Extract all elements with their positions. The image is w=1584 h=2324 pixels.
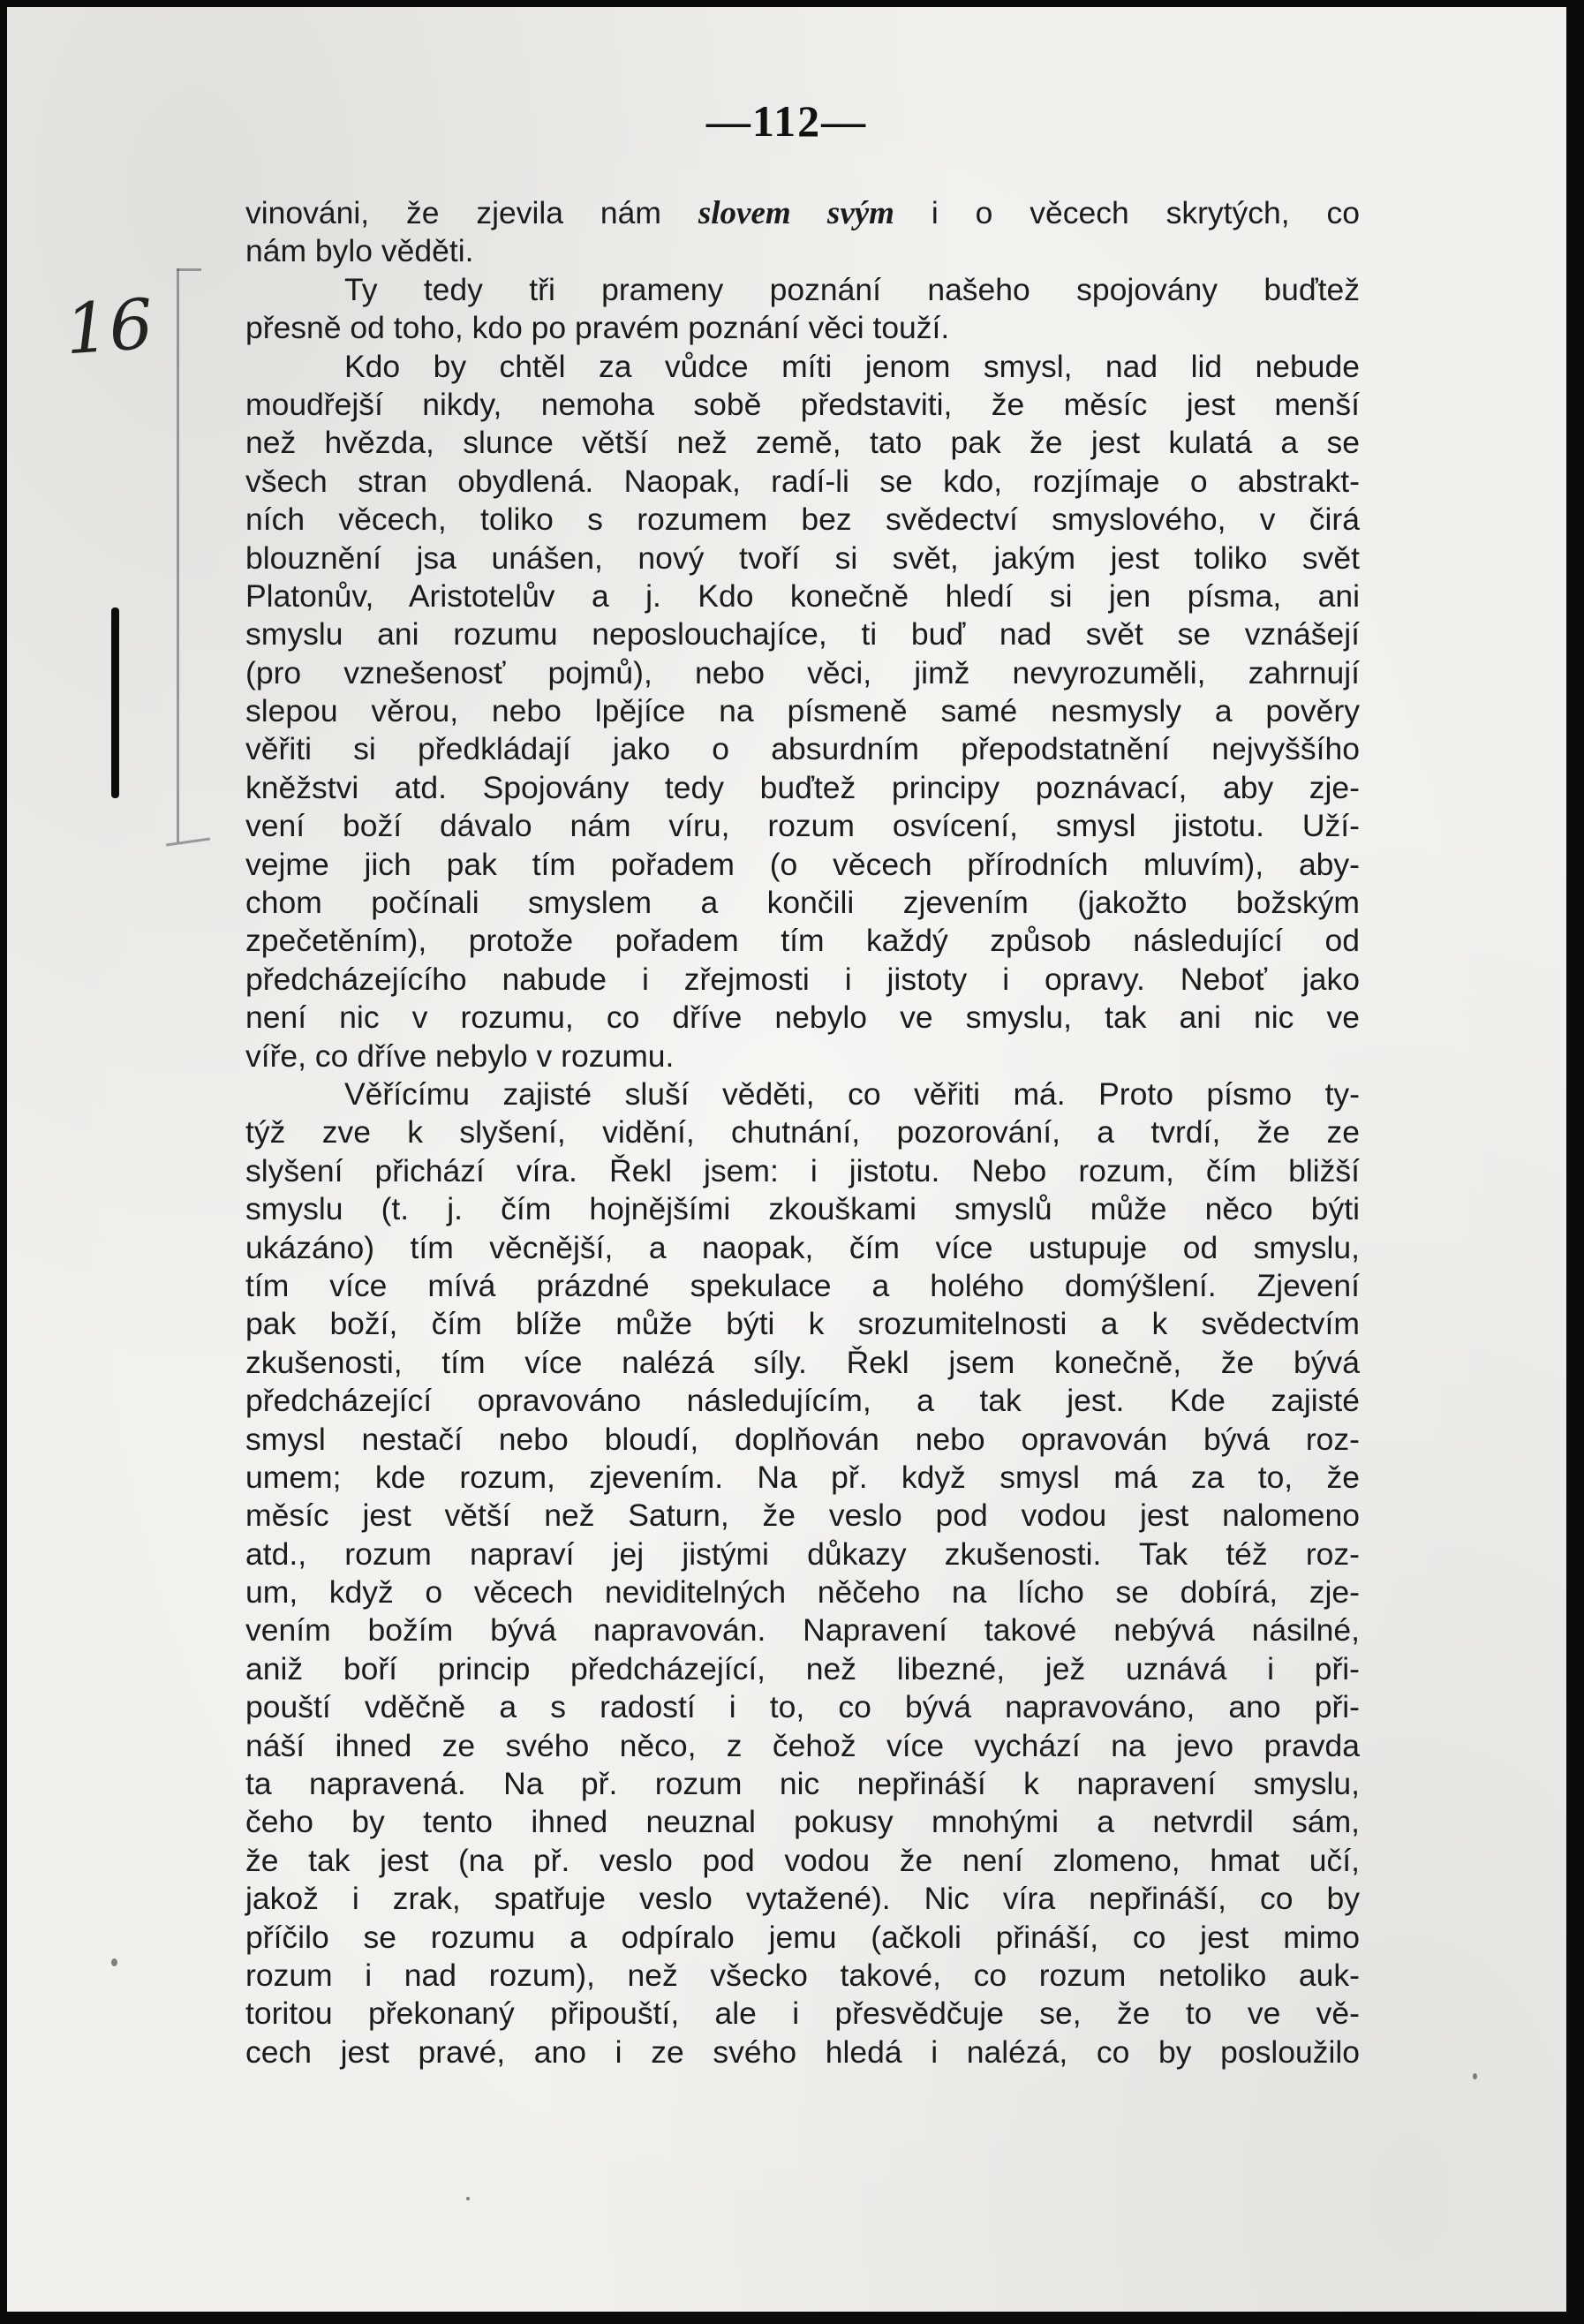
- text-run: umem; kde rozum, zjevením. Na př. když smysl má za to, že: [245, 1459, 1360, 1495]
- text-line: [245, 271, 1360, 309]
- text-run: smyslu ani rozumu neposlouchajíce, ti buď nad svět se vznášejí: [245, 616, 1360, 653]
- text-line: [245, 1113, 1360, 1151]
- text-line: [245, 922, 1360, 960]
- scanned-page: [7, 7, 1566, 2312]
- text-run: smysl nestačí nebo bloudí, doplňován nebo opravován bývá roz-: [245, 1421, 1360, 1457]
- text-line: [245, 232, 1360, 270]
- text-run: toritou překonaný připouští, ale i přesvědčuje se, že to ve vě-: [245, 1996, 1360, 2032]
- body-text: [245, 194, 1360, 2071]
- text-run: zpečetěním), protože pořadem tím každý způsob následující od: [245, 923, 1360, 959]
- text-line: [245, 1190, 1360, 1228]
- page-number: —112—: [705, 96, 868, 146]
- text-line: [245, 348, 1360, 386]
- text-run: ukázáno) tím věcnější, a naopak, čím více ustupuje od smyslu,: [245, 1229, 1360, 1265]
- margin-bracket-top: [177, 268, 201, 271]
- text-line: [245, 463, 1360, 501]
- text-line: [245, 1497, 1360, 1535]
- text-line: [245, 654, 1360, 692]
- text-line: [245, 1382, 1360, 1420]
- text-line: [245, 194, 1360, 232]
- text-run: měsíc jest větší než Saturn, že veslo pod vodou jest nalomeno: [245, 1498, 1360, 1534]
- margin-handwritten-note: 16: [62, 284, 156, 371]
- text-run: vení boží dávalo nám víru, rozum osvícení, smysl jistotu. Uží-: [245, 808, 1360, 844]
- text-run: že tak jest (na př. veslo pod vodou že není zlomeno, hmat učí,: [245, 1842, 1360, 1878]
- text-run: Platonův, Aristotelův a j. Kdo konečně hledí si jen písma, ani: [245, 577, 1360, 614]
- text-line: [245, 1919, 1360, 1957]
- text-line: [245, 424, 1360, 462]
- text-line: [245, 1152, 1360, 1190]
- text-line: [245, 1536, 1360, 1573]
- text-run: moudřejší nikdy, nemoha sobě představiti, že měsíc jest menší: [245, 386, 1360, 422]
- text-line: [245, 769, 1360, 807]
- text-line: [245, 1075, 1360, 1113]
- text-line: [245, 730, 1360, 768]
- text-line: [245, 501, 1360, 539]
- text-run: um, když o věcech neviditelných něčeho na lícho se dobírá, zje-: [245, 1574, 1360, 1611]
- text-run: všech stran obydlená. Naopak, radí-li se kdo, rozjímaje o abstrakt-: [245, 463, 1360, 499]
- text-run: slepou věrou, nebo lpějíce na písmeně samé nesmysly a pověry: [245, 693, 1360, 729]
- text-line: [245, 1995, 1360, 2033]
- text-run: předcházející opravováno následujícím, a tak jest. Kde zajisté: [245, 1383, 1360, 1419]
- text-line: [245, 1459, 1360, 1497]
- text-line: [245, 1880, 1360, 1918]
- ink-speck: [466, 2197, 470, 2200]
- text-run: (pro vznešenosť pojmů), nebo věci, jimž nevyrozuměli, zahrnují: [245, 654, 1360, 690]
- text-run: Kdo by chtěl za vůdce míti jenom smysl, nad lid nebude: [344, 348, 1360, 384]
- italic-emphasis: slovem svým: [698, 195, 894, 231]
- text-run: není nic v rozumu, co dříve nebylo ve smyslu, tak ani nic ve: [245, 1000, 1360, 1036]
- text-run: než hvězda, slunce větší než země, tato pak že jest kulatá a se: [245, 425, 1360, 461]
- text-run: věřiti si předkládají jako o absurdním přepodstatnění nejvyššího: [245, 731, 1360, 767]
- margin-ink-mark: [111, 607, 119, 798]
- text-run: slyšení přichází víra. Řekl jsem: i jistotu. Nebo rozum, čím bližší: [245, 1152, 1360, 1188]
- text-line: [245, 692, 1360, 730]
- text-line: [245, 1267, 1360, 1305]
- text-run: rozum i nad rozum), než všecko takové, co rozum netoliko auk-: [245, 1957, 1360, 1993]
- text-line: [245, 999, 1360, 1037]
- text-run: aniž boří princip předcházející, než libezné, jež uznává i při-: [245, 1650, 1360, 1686]
- text-run: pouští vděčně a s radostí i to, co bývá napravováno, ano při-: [245, 1689, 1360, 1725]
- text-run: blouznění jsa unášen, nový tvoří si svět, jakým jest toliko svět: [245, 540, 1360, 576]
- text-run: chom počínali smyslem a končili zjevením (jakožto božským: [245, 885, 1360, 921]
- text-run: vinováni, že zjevila nám: [245, 195, 698, 230]
- text-line: [245, 1688, 1360, 1726]
- text-line: [245, 386, 1360, 424]
- text-line: [245, 309, 1360, 347]
- text-line: [245, 1957, 1360, 1995]
- text-run: Ty tedy tři prameny poznání našeho spojovány buďtež: [344, 271, 1360, 307]
- text-line: [245, 1803, 1360, 1841]
- text-line: [245, 1038, 1360, 1075]
- text-line: [245, 884, 1360, 922]
- text-line: [245, 1650, 1360, 1688]
- text-line: [245, 1305, 1360, 1343]
- text-line: [245, 615, 1360, 653]
- text-run: pak boží, čím blíže může býti k srozumitelnosti a k svědectvím: [245, 1306, 1360, 1342]
- text-line: [245, 1727, 1360, 1765]
- text-run: týž zve k slyšení, vidění, chutnání, pozorování, a tvrdí, že ze: [245, 1114, 1360, 1151]
- text-run: smyslu (t. j. čím hojnějšími zkouškami smyslů může něco býti: [245, 1191, 1360, 1227]
- text-line: [245, 846, 1360, 884]
- text-run: víře, co dříve nebylo v rozumu.: [245, 1038, 675, 1074]
- text-run: tím více mívá prázdné spekulace a holého domýšlení. Zjevení: [245, 1267, 1360, 1303]
- text-run: i o věcech skrytých, co: [894, 195, 1361, 230]
- text-run: kněžstvi atd. Spojovány tedy buďtež principy poznávací, aby zje-: [245, 769, 1360, 805]
- text-run: zkušenosti, tím více nalézá síly. Řekl jsem konečně, že bývá: [245, 1344, 1360, 1380]
- margin-bracket-bottom: [166, 838, 210, 847]
- text-run: předcházejícího nabude i zřejmosti i jistoty i opravy. Neboť jako: [245, 961, 1360, 997]
- text-line: [245, 1765, 1360, 1803]
- text-line: [245, 577, 1360, 615]
- text-line: [245, 1573, 1360, 1611]
- text-line: [245, 1421, 1360, 1459]
- text-line: [245, 807, 1360, 845]
- text-run: vejme jich pak tím pořadem (o věcech přírodních mluvím), aby-: [245, 846, 1360, 882]
- margin-bracket-line: [177, 268, 179, 842]
- text-line: [245, 1229, 1360, 1267]
- text-run: Věřícímu zajisté sluší věděti, co věřiti má. Proto písmo ty-: [344, 1075, 1360, 1112]
- ink-speck: [1473, 2073, 1477, 2079]
- text-run: cech jest pravé, ano i ze svého hledá i nalézá, co by posloužilo: [245, 2034, 1360, 2070]
- text-run: čeho by tento ihned neuznal pokusy mnohými a netvrdil sám,: [245, 1804, 1360, 1840]
- text-run: nám bylo věděti.: [245, 233, 474, 269]
- text-run: jakož i zrak, spatřuje veslo vytažené). Nic víra nepřináší, co by: [245, 1881, 1360, 1917]
- ink-speck: [111, 1958, 117, 1966]
- text-line: [245, 540, 1360, 577]
- text-run: vením božím bývá napravován. Napravení takové nebývá násilné,: [245, 1612, 1360, 1649]
- text-line: [245, 1611, 1360, 1649]
- text-run: ních věcech, toliko s rozumem bez svědectví smyslového, v čirá: [245, 502, 1360, 538]
- text-run: náší ihned ze svého něco, z čehož více vychází na jevo pravda: [245, 1727, 1360, 1763]
- text-run: ta napravená. Na př. rozum nic nepřináší k napravení smyslu,: [245, 1766, 1360, 1802]
- text-line: [245, 1842, 1360, 1880]
- text-line: [245, 1344, 1360, 1382]
- text-line: [245, 961, 1360, 999]
- text-run: příčilo se rozumu a odpíralo jemu (ačkoli přináší, co jest mimo: [245, 1919, 1360, 1955]
- text-line: [245, 2034, 1360, 2071]
- text-run: atd., rozum napraví jej jistými důkazy zkušenosti. Tak též roz-: [245, 1536, 1360, 1572]
- text-run: přesně od toho, kdo po pravém poznání věci touží.: [245, 310, 950, 346]
